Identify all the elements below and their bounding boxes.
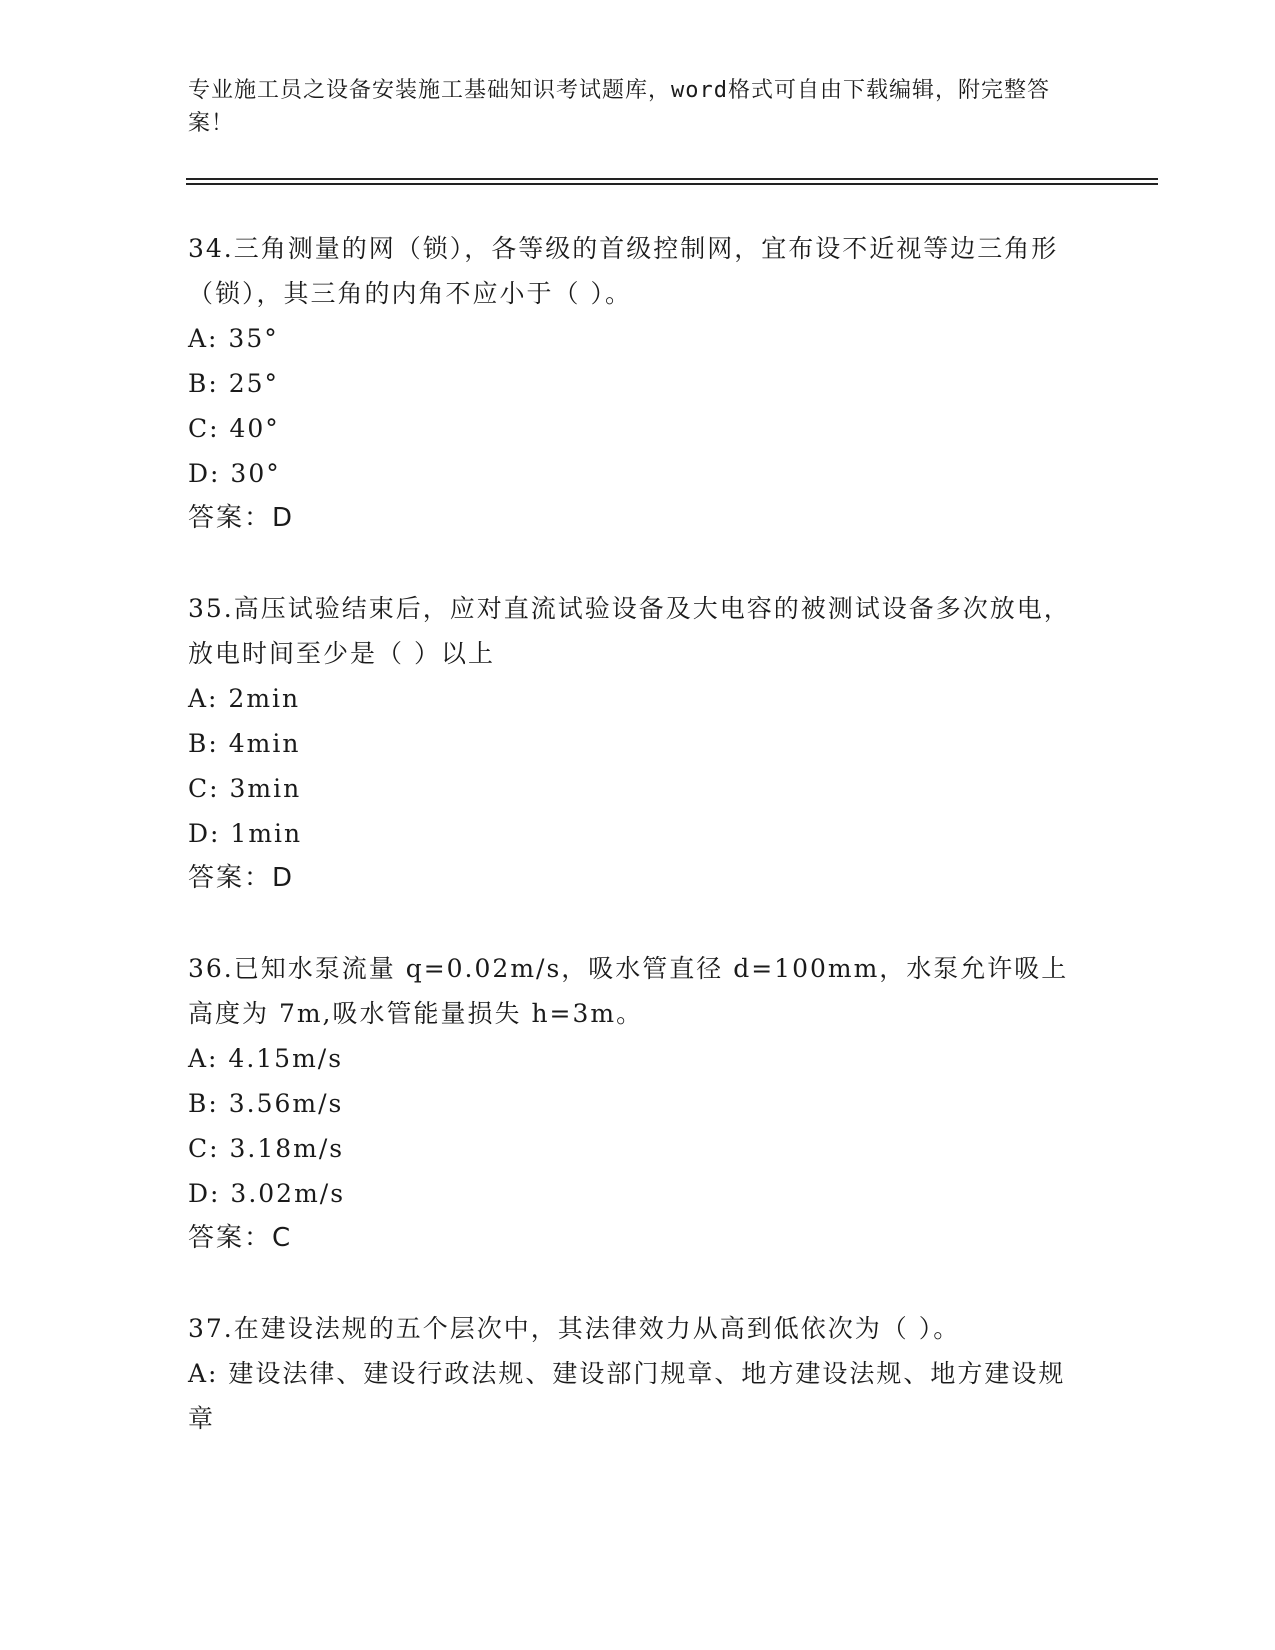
option-d: D: 1min bbox=[188, 819, 303, 848]
question-stem: 37.在建设法规的五个层次中，其法律效力从高到低依次为（ ）。 bbox=[188, 1314, 961, 1343]
answer: 答案：C bbox=[188, 1223, 293, 1253]
question-37 bbox=[188, 1306, 1088, 1441]
option-c: C: 3.18m/s bbox=[188, 1134, 345, 1163]
question-stem: 35.高压试验结束后，应对直流试验设备及大电容的被测试设备多次放电，放电时间至少是（ ）以上 bbox=[188, 594, 1071, 668]
question-stem: 34.三角测量的网（锁），各等级的首级控制网，宜布设不近视等边三角形（锁），其三角的内角不应小于（ ）。 bbox=[188, 234, 1059, 308]
option-c: C: 3min bbox=[188, 774, 302, 803]
question-stem: 36.已知水泵流量 q=0.02m/s，吸水管直径 d=100mm，水泵允许吸上高度为 7m,吸水管能量损失 h=3m。 bbox=[188, 954, 1069, 1028]
question-36 bbox=[188, 946, 1088, 1261]
question-34 bbox=[188, 226, 1088, 541]
option-d: D: 3.02m/s bbox=[188, 1179, 346, 1208]
answer: 答案：D bbox=[188, 863, 295, 893]
option-b: B: 25° bbox=[188, 369, 280, 398]
header-divider-bottom bbox=[186, 183, 1158, 185]
option-a: A: 建设法律、建设行政法规、建设部门规章、地方建设法规、地方建设规章 bbox=[188, 1359, 1066, 1433]
option-d: D: 30° bbox=[188, 459, 281, 488]
document-header: 专业施工员之设备安装施工基础知识考试题库，word格式可自由下载编辑，附完整答案！ bbox=[188, 78, 1050, 136]
option-b: B: 3.56m/s bbox=[188, 1089, 344, 1118]
header-divider-top bbox=[186, 178, 1158, 180]
option-c: C: 40° bbox=[188, 414, 280, 443]
option-b: B: 4min bbox=[188, 729, 301, 758]
option-a: A: 4.15m/s bbox=[188, 1044, 344, 1073]
question-35 bbox=[188, 586, 1088, 901]
answer: 答案：D bbox=[188, 503, 295, 533]
option-a: A: 2min bbox=[188, 684, 301, 713]
option-a: A: 35° bbox=[188, 324, 279, 353]
